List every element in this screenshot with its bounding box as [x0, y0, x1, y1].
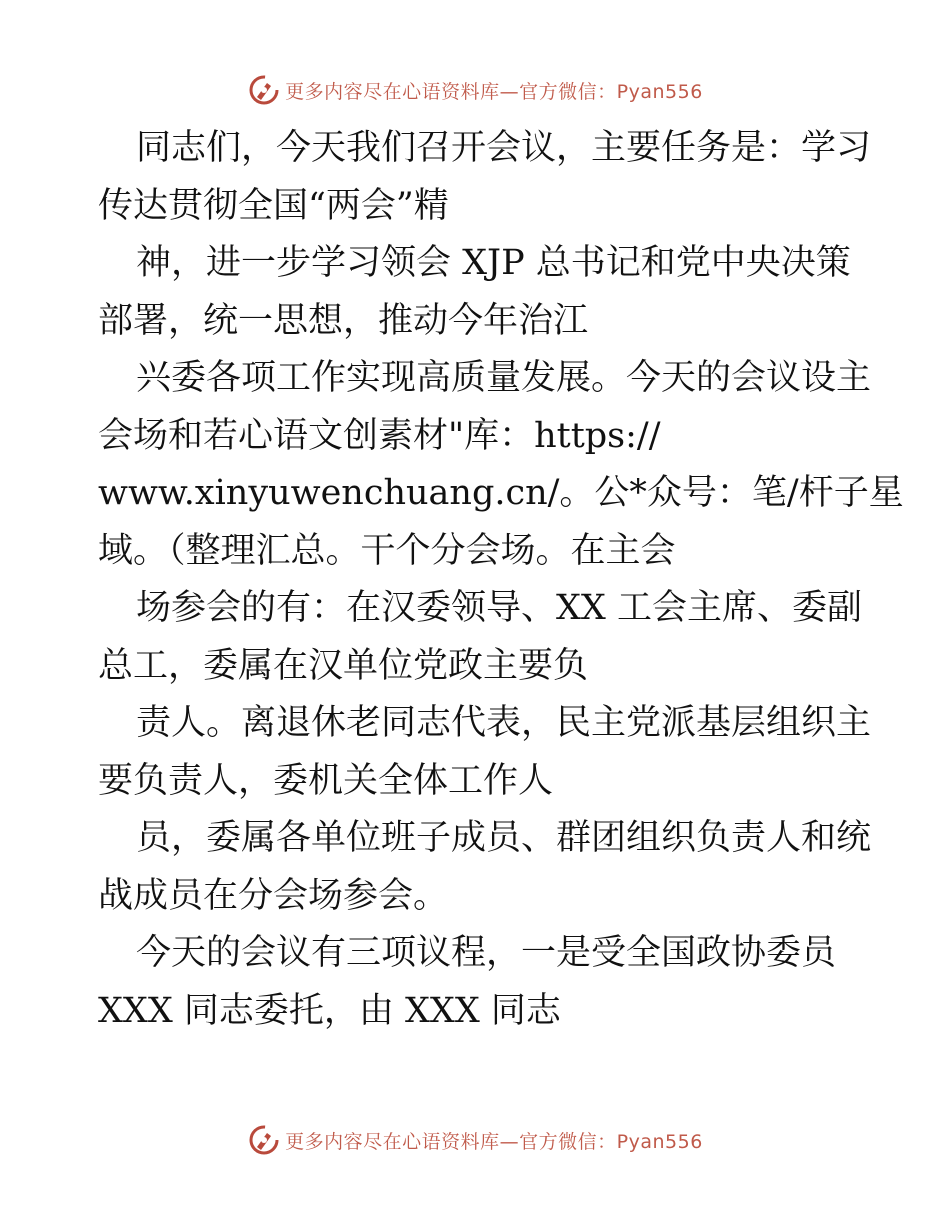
document-body: [98, 120, 904, 1040]
body-line: 员，委属各单位班子成员、群团组织负责人和统: [136, 818, 872, 858]
header-banner: [0, 70, 950, 110]
body-line: 会场和若心语文创素材"库：https://: [98, 415, 661, 456]
body-line: 兴委各项工作实现高质量发展。今天的会议设主: [136, 358, 872, 398]
body-line: 要负责人，委机关全体工作人: [98, 760, 554, 801]
body-line: 域。（整理汇总。干个分会场。在主会: [98, 530, 676, 571]
body-line: 传达贯彻全国“两会”精: [98, 185, 449, 226]
banner-text: 更多内容尽在心语资料库—官方微信：Pyan556: [285, 80, 703, 103]
body-line: www.xinyuwenchuang.cn/。公*众号：笔/杆子星: [98, 473, 904, 513]
body-line: 同志们，今天我们召开会议，主要任务是：学习: [136, 128, 872, 168]
body-line: 部署，统一思想，推动今年治江: [98, 300, 589, 341]
body-line: 总工，委属在汉单位党政主要负: [98, 645, 589, 686]
body-line: 责人。离退休老同志代表，民主党派基层组织主: [136, 703, 872, 743]
banner-text: 更多内容尽在心语资料库—官方微信：Pyan556: [285, 1130, 703, 1153]
footer-banner: [0, 1120, 950, 1160]
body-line: 场参会的有：在汉委领导、XX 工会主席、委副: [136, 588, 862, 628]
pen-logo-icon: [247, 73, 281, 107]
body-line: 神，进一步学习领会 XJP 总书记和党中央决策: [136, 243, 851, 283]
body-line: XXX 同志委托，由 XXX 同志: [98, 990, 561, 1031]
body-line: 今天的会议有三项议程，一是受全国政协委员: [136, 933, 837, 973]
body-line: 战成员在分会场参会。: [98, 875, 449, 916]
pen-logo-icon: [247, 1123, 281, 1157]
